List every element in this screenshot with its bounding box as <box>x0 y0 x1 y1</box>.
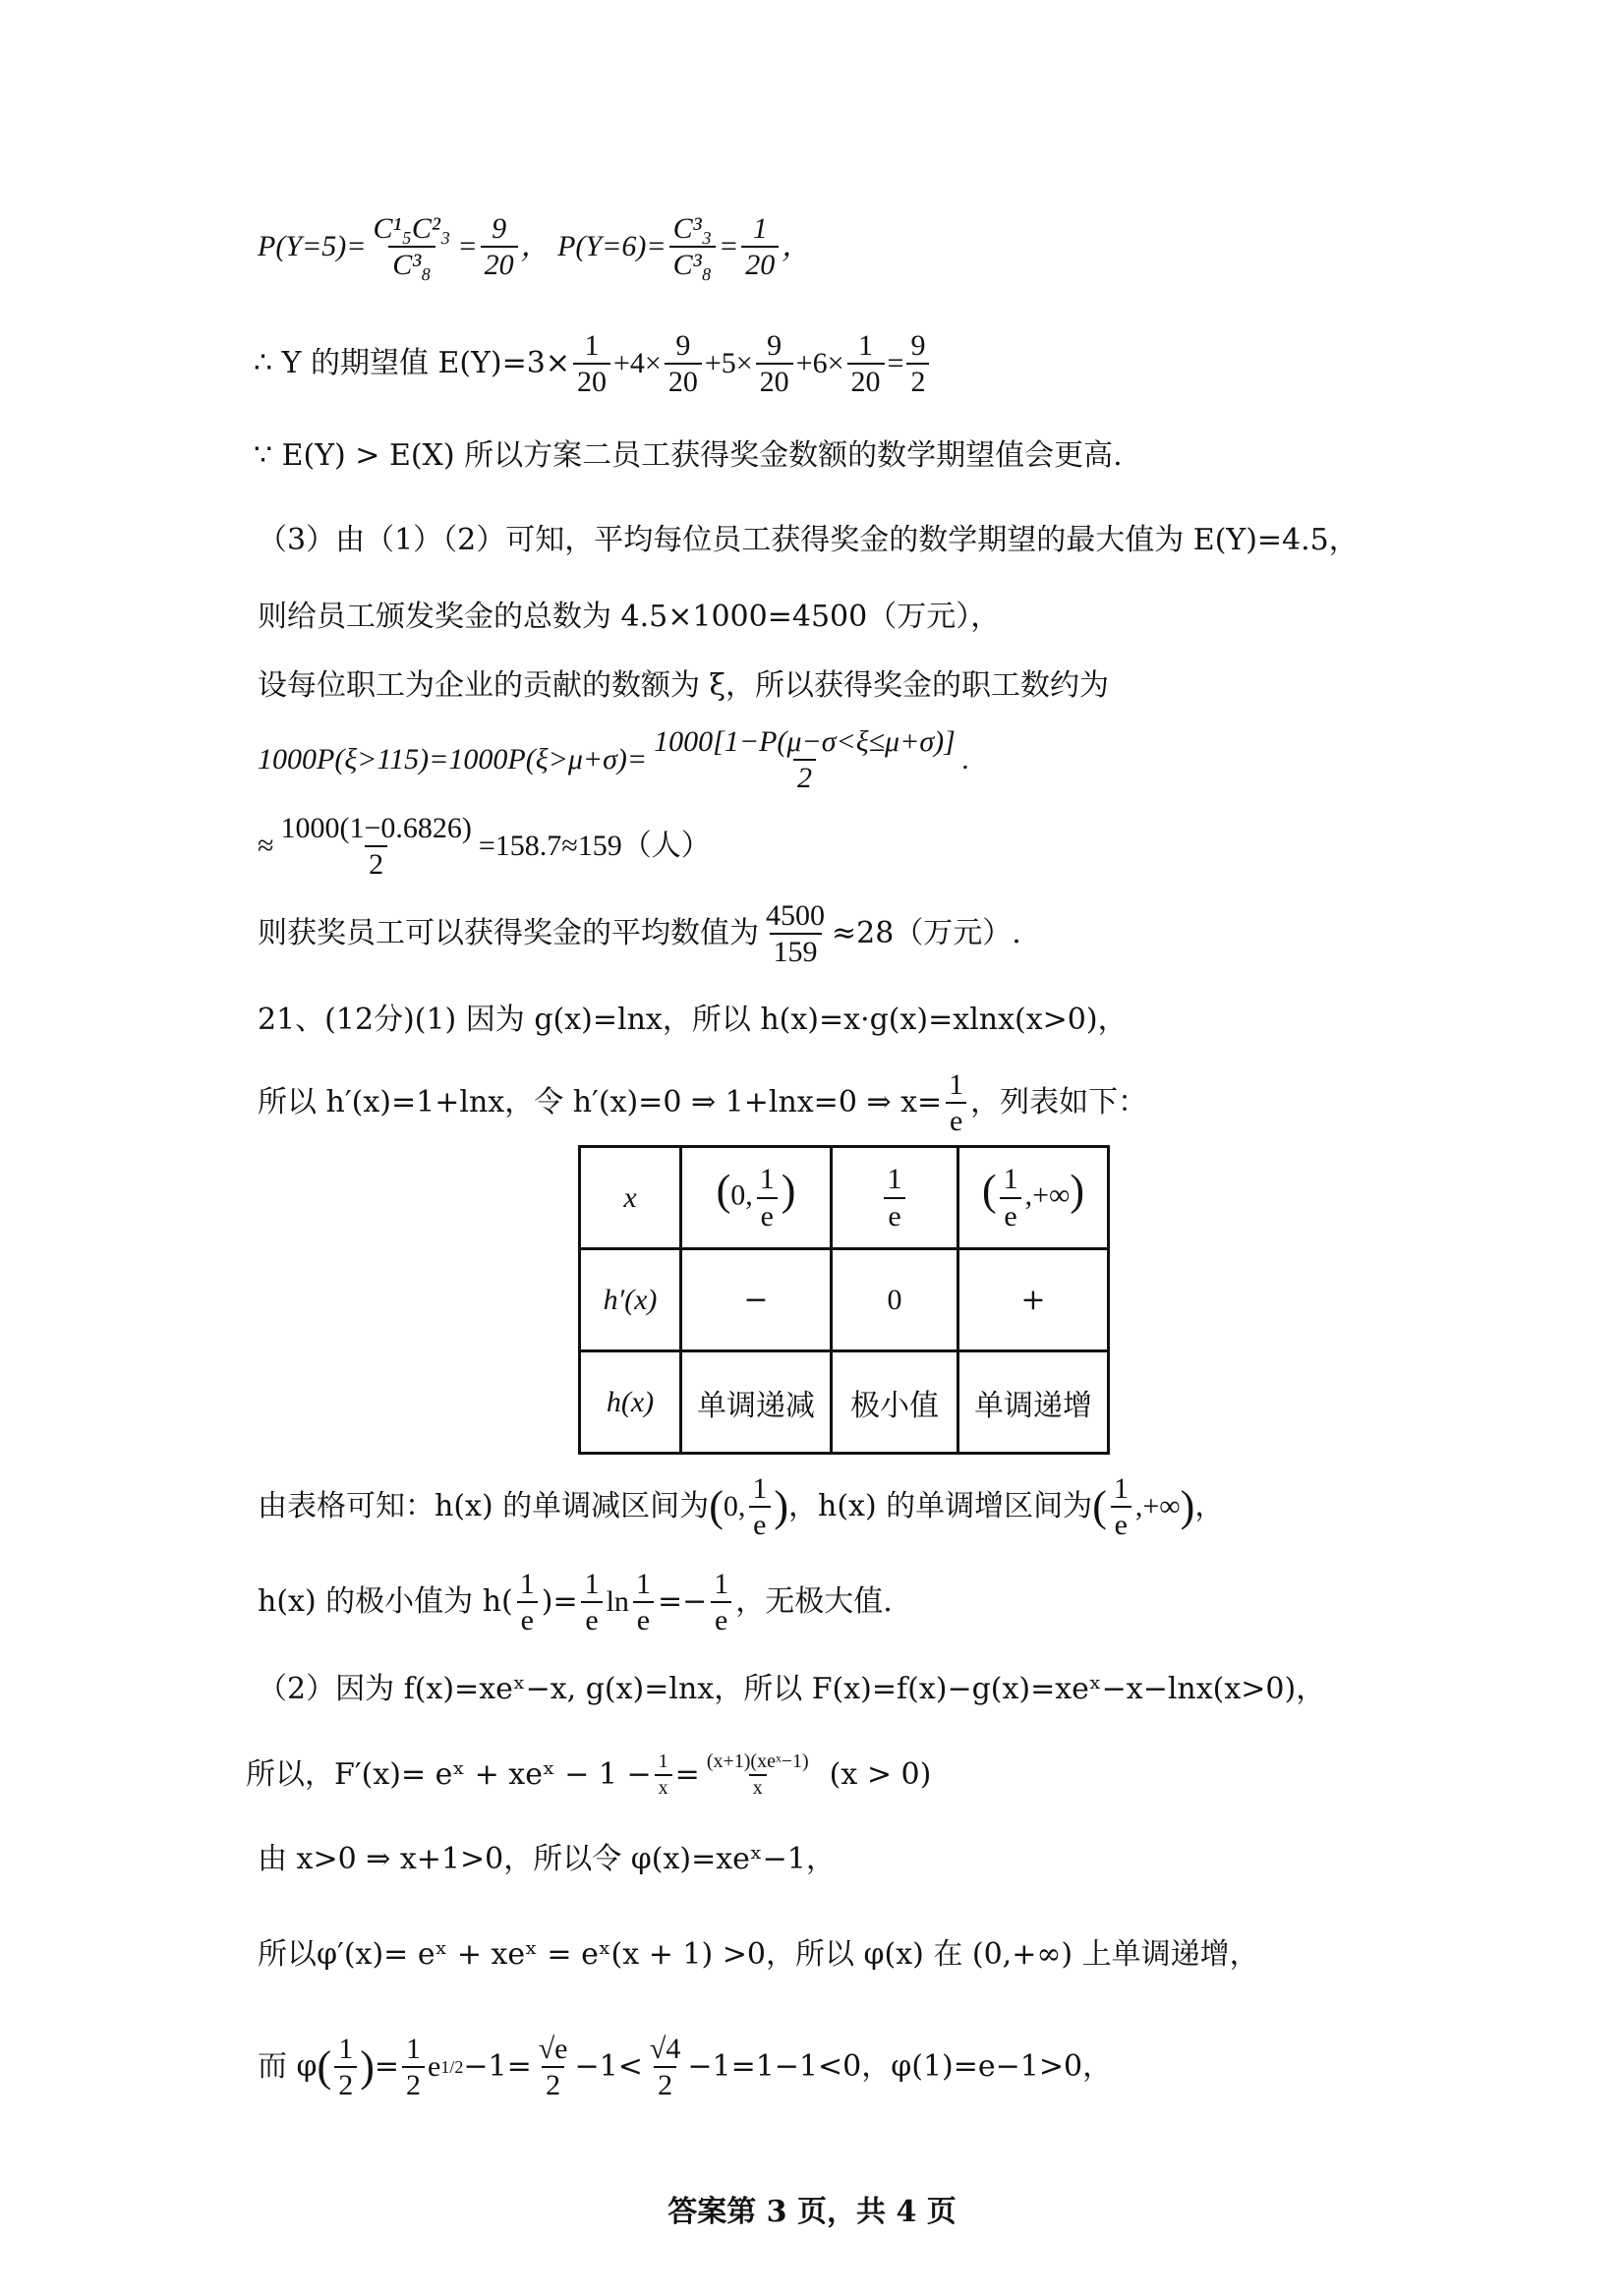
py5-lhs: P(Y=5)= <box>258 230 367 262</box>
py6-lhs: ， P(Y=6)= <box>520 230 667 262</box>
part3-intro-line: （3）由（1）（2）可知，平均每位员工获得奖金的数学期望的最大值为 E(Y)=4.5， <box>258 523 1359 557</box>
phi-definition-line: 由 x>0 ⇒ x+1>0，所以令 φ(x)=xeˣ−1， <box>258 1842 836 1876</box>
table-cell: 单调递减 <box>681 1351 832 1454</box>
table-cell: 单调递增 <box>958 1351 1109 1454</box>
minimum-value-line: h(x) 的极小值为 h( $\frac{1}{e}$ )= $\frac{1}{e}$ ln $\frac{1}{e}$ =− $\frac{1}{e}$ ，无极大值. <box>258 1567 893 1636</box>
table-cell: + <box>958 1249 1109 1351</box>
phi-derivative-line: 所以φ′(x)= eˣ + xeˣ = eˣ(x + 1) >0，所以 φ(x) 在 (0,+∞) 上单调递增， <box>258 1937 1259 1972</box>
table-row <box>580 1351 1109 1454</box>
q21-intro-line: 21、(12分)(1) 因为 g(x)=lnx，所以 h(x)=x·g(x)=xlnx(x>0)， <box>258 1003 1128 1037</box>
normal-prob-line: 1000P(ξ>115)=1000P(ξ>μ+σ)= $\frac{1000[1-P(\mu-\sigma<\xi\le\mu+\sigma)]}{2}$ . <box>258 724 970 794</box>
normal-prob-fraction: $\frac{1000[1-P(\mu-\sigma<\xi\le\mu+\sigma)]}{2}$ <box>654 724 956 794</box>
phi-values-line: 而 φ ( $\frac{1}{2}$ ) = $\frac{1}{2}$ e 1/2 −1= $\frac{√e}{2}$ −1< $\frac{√4}{2}$ −1=1−1<0，φ(1)=e−1>0， <box>258 2032 1113 2101</box>
prob-y5-line: P(Y=5)= $\frac{\text{C¹₅C²₃}}{\text{C³₈}}$ = $\frac{9}{20}$ ， P(Y=6)= $\frac{\text{C³₃}}{\text{C³₈}}$ = $\frac{1}{20}$ ， <box>258 211 812 281</box>
derivative-line: 所以 h′(x)=1+lnx，令 h′(x)=0 ⇒ 1+lnx=0 ⇒ x= $\frac{1}{e}$ ，列表如下： <box>258 1067 1148 1137</box>
part2-intro-line: （2）因为 f(x)=xeˣ−x, g(x)=lnx，所以 F(x)=f(x)−g(x)=xeˣ−x−lnx(x>0)， <box>258 1672 1326 1706</box>
table-row <box>580 1249 1109 1351</box>
comparison-line: ∵ E(Y) > E(X) 所以方案二员工获得奖金数额的数学期望值会更高. <box>254 438 1123 473</box>
table-cell-interval-right: ( $\frac{1}{e}$ ,+∞) <box>958 1147 1109 1249</box>
table-header-derivative: h′(x) <box>580 1249 681 1351</box>
total-bonus-line: 则给员工颁发奖金的总数为 4.5×1000=4500（万元）， <box>258 600 1001 634</box>
expectation-y-line: ∴ Y 的期望值 E(Y)=3× $\frac{1}{20}$ +4× $\frac{9}{20}$ +5× $\frac{9}{20}$ +6× $\frac{1}{20}$ = $\frac{9}{2}$ <box>254 319 932 408</box>
table-cell-interval-left: (0, $\frac{1}{e}$ ) <box>681 1147 832 1249</box>
contribution-line: 设每位职工为企业的贡献的数额为 ξ，所以获得奖金的职工数约为 <box>258 668 1110 703</box>
employee-count-line: ≈ $\frac{1000(1-0.6826)}{2}$ =158.7≈159（人） <box>258 811 711 881</box>
table-header-x: x <box>580 1147 681 1249</box>
table-cell: 极小值 <box>832 1351 958 1454</box>
table-header-function: h(x) <box>580 1351 681 1454</box>
py6-comb-fraction: $\frac{\text{C³₃}}{\text{C³₈}}$ <box>669 213 716 281</box>
page-footer: 答案第 3 页，共 4 页 <box>667 2195 957 2229</box>
table-row <box>580 1147 1109 1249</box>
monotonic-intervals-line: 由表格可知：h(x) 的单调减区间为 ( 0, $\frac{1}{e}$ ) ，h(x) 的单调增区间为 ( $\frac{1}{e}$ ,+∞ ) ， <box>258 1471 1225 1541</box>
monotonicity-table <box>578 1145 1110 1455</box>
py5-comb-fraction: $\frac{\text{C¹₅C²₃}}{\text{C³₈}}$ <box>373 211 451 281</box>
table-cell: 0 <box>832 1249 958 1351</box>
table-cell: − <box>681 1249 832 1351</box>
F-derivative-line: 所以，F′(x)= eˣ + xeˣ − 1 − $\frac{1}{x}$ = $\frac{\text{(x+1)(xeˣ−1)}}{x}$ (x > 0) <box>246 1751 932 1799</box>
py5-value-fraction: $\frac{9}{20}$ <box>481 213 518 281</box>
average-bonus-line: 则获奖员工可以获得奖金的平均数值为 $\frac{4500}{159}$ ≈28（万元）. <box>258 898 1021 968</box>
table-cell-point: $\frac{1}{e}$ <box>832 1147 958 1249</box>
py6-value-fraction: $\frac{1}{20}$ <box>741 213 779 281</box>
